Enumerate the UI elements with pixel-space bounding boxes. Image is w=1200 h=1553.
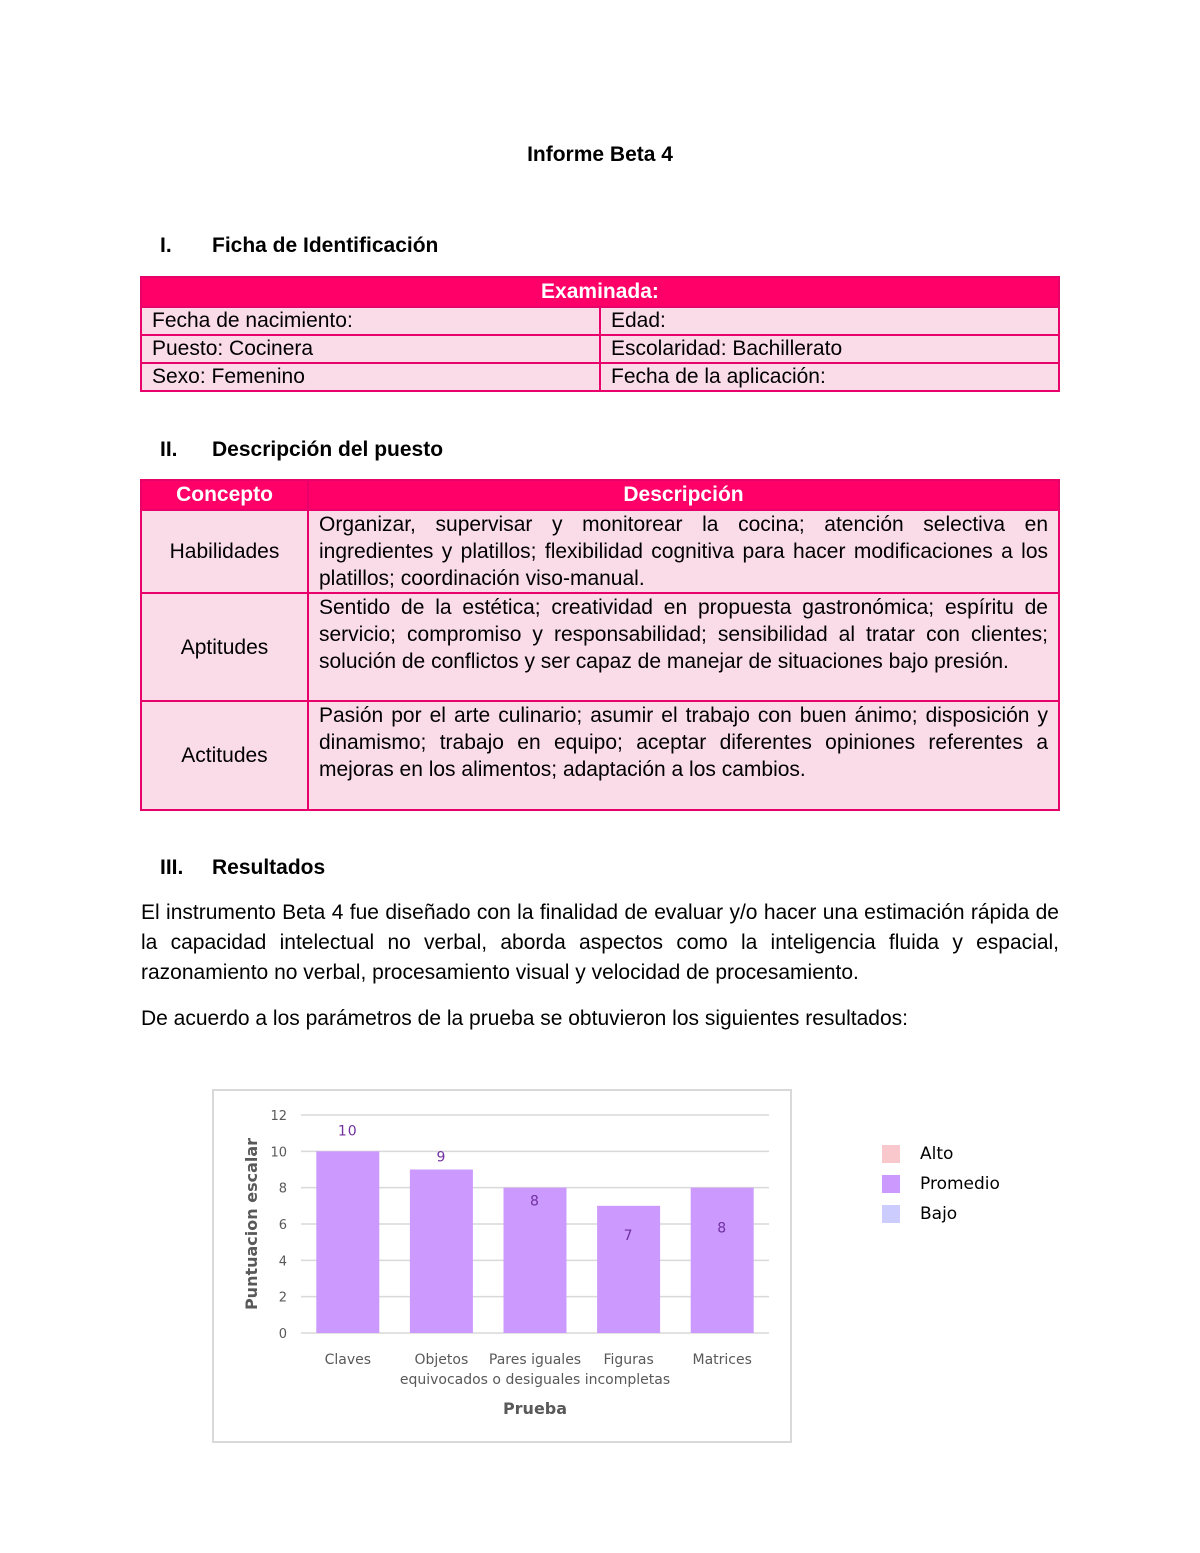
section-heading-puesto bbox=[160, 438, 443, 462]
ficha-header: Examinada: bbox=[141, 277, 1059, 307]
data-label: 8 bbox=[530, 1193, 540, 1210]
table-cell: Fecha de la aplicación: bbox=[600, 363, 1059, 391]
puesto-table bbox=[140, 479, 1060, 811]
y-tick-label: 8 bbox=[278, 1181, 287, 1197]
table-cell: Escolaridad: Bachillerato bbox=[600, 335, 1059, 363]
y-tick-label: 6 bbox=[278, 1218, 287, 1233]
description-cell: Pasión por el arte culinario; asumir el trabajo con buen ánimo; disposición y dinamismo; trabajo en equipo; aceptar diferentes opiniones referentes a mejoras en los alimentos; adaptación a los cambios. bbox=[308, 701, 1059, 810]
section-number: III. bbox=[160, 856, 184, 879]
table-row bbox=[141, 510, 1059, 593]
table-row bbox=[141, 335, 1059, 363]
section-heading-ficha bbox=[160, 234, 438, 258]
results-paragraph: El instrumento Beta 4 fue diseñado con la finalidad de evaluar y/o hacer una estimación rápida de la capacidad intelectual no verbal, aborda aspectos como la inteligencia fluida y espacial, razonamiento no verbal, procesamiento visual y velocidad de procesamiento. bbox=[141, 901, 1059, 984]
concept-cell: Aptitudes bbox=[141, 593, 308, 701]
legend-item bbox=[882, 1139, 1000, 1169]
section-number: II. bbox=[160, 438, 178, 461]
x-tick-label: Claves bbox=[324, 1352, 372, 1368]
x-tick-label: Pares iguales bbox=[488, 1352, 582, 1368]
y-tick-label: 4 bbox=[278, 1254, 287, 1270]
chart-legend bbox=[882, 1139, 1000, 1229]
section-label: Descripción del puesto bbox=[212, 438, 444, 461]
legend-label: Promedio bbox=[920, 1174, 1000, 1194]
legend-label: Bajo bbox=[920, 1204, 958, 1224]
y-tick-label: 2 bbox=[278, 1290, 287, 1306]
legend-label: Alto bbox=[920, 1144, 954, 1164]
legend-item bbox=[882, 1199, 1000, 1229]
section-label: Ficha de Identificación bbox=[212, 234, 439, 257]
section-number: I. bbox=[160, 234, 172, 257]
legend-swatch bbox=[882, 1145, 900, 1163]
bar bbox=[597, 1206, 660, 1333]
table-cell: Fecha de nacimiento: bbox=[141, 307, 600, 335]
data-label: 9 bbox=[436, 1149, 447, 1166]
concept-cell: Habilidades bbox=[141, 510, 308, 593]
y-tick-label: 12 bbox=[270, 1109, 287, 1124]
column-header: Concepto bbox=[141, 480, 308, 510]
description-cell: Organizar, supervisar y monitorear la cocina; atención selectiva en ingredientes y platillos; flexibilidad cognitiva para hacer modificaciones a los platillos; coordinación viso-manual. bbox=[308, 510, 1059, 593]
section-heading-resultados bbox=[160, 856, 325, 880]
x-tick-label: Objetos bbox=[414, 1352, 469, 1368]
legend-item bbox=[882, 1169, 1000, 1199]
x-tick-label: Matrices bbox=[692, 1352, 752, 1368]
ficha-table bbox=[140, 276, 1060, 392]
results-intro: De acuerdo a los parámetros de la prueba se obtuvieron los siguientes resultados: bbox=[141, 1007, 908, 1030]
table-row bbox=[141, 593, 1059, 701]
table-cell: Edad: bbox=[600, 307, 1059, 335]
table-row bbox=[141, 307, 1059, 335]
page-title: Informe Beta 4 bbox=[527, 143, 673, 166]
y-tick-label: 0 bbox=[278, 1327, 287, 1342]
table-cell: Sexo: Femenino bbox=[141, 363, 600, 391]
legend-swatch bbox=[882, 1205, 900, 1223]
data-label: 7 bbox=[623, 1227, 634, 1244]
table-cell: Puesto: Cocinera bbox=[141, 335, 600, 363]
bar bbox=[691, 1188, 754, 1333]
legend-swatch bbox=[882, 1175, 900, 1193]
concept-cell: Actitudes bbox=[141, 701, 308, 810]
x-tick-label-continuation: equivocados o desiguales incompletas bbox=[399, 1372, 671, 1388]
data-label: 10 bbox=[337, 1123, 358, 1140]
y-tick-label: 10 bbox=[270, 1145, 287, 1161]
bar bbox=[316, 1151, 379, 1333]
table-row bbox=[141, 701, 1059, 810]
description-cell: Sentido de la estética; creatividad en propuesta gastronómica; espíritu de servicio; compromiso y responsabilidad; sensibilidad al tratar con clientes; solución de conflictos y ser capaz de manejar de situaciones bajo presión. bbox=[308, 593, 1059, 701]
chart-svg bbox=[214, 1091, 790, 1441]
y-axis-title: Puntuacion escalar bbox=[242, 1137, 261, 1311]
data-label: 8 bbox=[717, 1220, 728, 1237]
x-axis-title: Prueba bbox=[502, 1399, 568, 1418]
section-label: Resultados bbox=[212, 856, 326, 879]
x-tick-label: Figuras bbox=[603, 1352, 654, 1368]
results-chart bbox=[212, 1089, 792, 1443]
column-header: Descripción bbox=[308, 480, 1059, 510]
table-row bbox=[141, 363, 1059, 391]
bar bbox=[410, 1170, 473, 1334]
